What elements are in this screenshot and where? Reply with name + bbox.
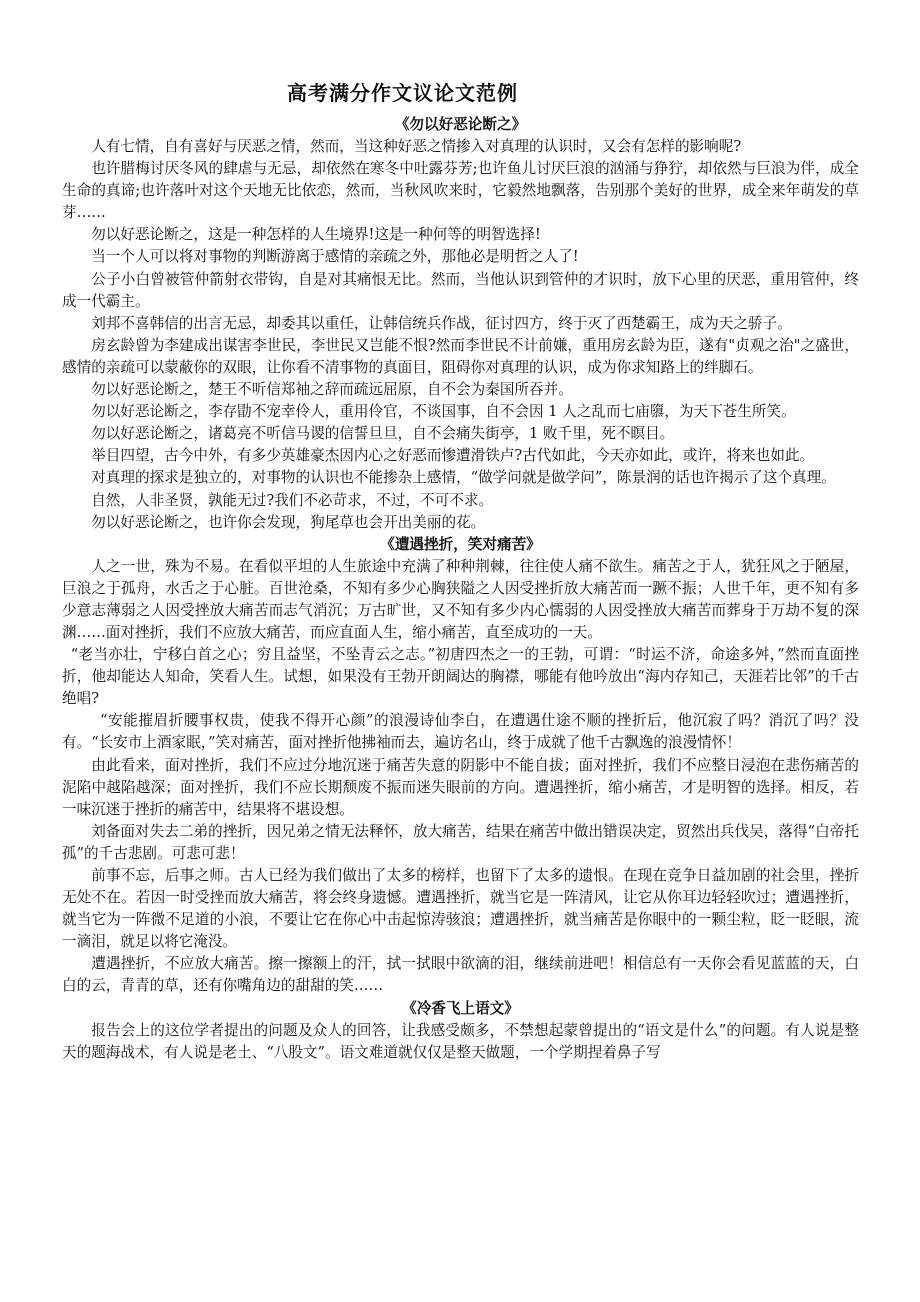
paragraph: 公子小白曾被管仲箭射衣带钩，自是对其痛恨无比。然而，当他认识到管仲的才识时，放下心里的厌恶，重用管仲，终成一代霸主。 bbox=[62, 270, 859, 310]
paragraph: 勿以好恶论断之，诸葛亮不听信马谡的信誓旦旦，自不会痛失街亭，1 败千里，死不瞑目。 bbox=[91, 425, 675, 443]
paragraph: 勿以好恶论断之，也许你会发现，狗尾草也会开出美丽的花。 bbox=[91, 513, 486, 531]
paragraph: 勿以好恶论断之，李存勖不宠幸伶人，重用伶官，不谈国事，自不会因 1 人之乱而七庙隳，为天下苍生所笑。 bbox=[91, 403, 796, 421]
paragraph: 刘邦不喜韩信的出言无忌，却委其以重任，让韩信统兵作战，征讨四方，终于灭了西楚霸王，成为天之骄子。 bbox=[91, 314, 792, 332]
paragraph: 人有七情，自有喜好与厌恶之情，然而，当这种好恶之情掺入对真理的认识时，又会有怎样的影响呢? bbox=[91, 138, 742, 155]
paragraph: 勿以好恶论断之，楚王不听信郑袖之辞而疏远屈原，自不会为秦国所吞并。 bbox=[91, 381, 573, 399]
paragraph: 报告会上的这位学者提出的问题及众人的回答，让我感受颇多，不禁想起蒙曾提出的“语文是什么”的问题。有人说是整天的题海战术，有人说是老土、“八股文”。语文难道就仅仅是整天做题，一个学期捏着鼻子写 bbox=[62, 1021, 859, 1061]
paragraph: 人之一世，殊为不易。在看似平坦的人生旅途中充满了种种荆棘，往往使人痛不欲生。痛苦之于人，犹狂风之于陋屋，巨浪之于孤舟，水舌之于心脏。百世沧桑，不知有多少心胸狭隘之人因受挫折放大痛苦而一蹶不振；人世千年，更不知有多少意志薄弱之人因受挫放大痛苦而志气消沉；万古旷世，又不知有多少内心懦弱的人因受挫放大痛苦而葬身于万劫不复的深渊……面对挫折，我们不应放大痛苦，而应直面人生，缩小痛苦，直至成功的一天。 bbox=[62, 557, 859, 641]
document-page bbox=[62, 78, 859, 1064]
essay-title: 《勿以好恶论断之》 bbox=[394, 116, 527, 133]
essay-3 bbox=[62, 998, 859, 1064]
paragraph: 由此看来，面对挫折，我们不应过分地沉迷于痛苦失意的阴影中不能自拔；面对挫折，我们不应整日浸泡在悲伤痛苦的泥陷中越陷越深；面对挫折，我们不应长期颓废不振而迷失眼前的方向。遭遇挫折，缩小痛苦，才是明智的选择。相反，若一味沉迷于挫折的痛苦中，结果将不堪设想。 bbox=[62, 756, 859, 818]
paragraph: 对真理的探求是独立的，对事物的认识也不能掺杂上感情，“做学问就是做学问”，陈景润的话也许揭示了这个真理。 bbox=[91, 469, 836, 487]
paragraph: 房玄龄曾为李建成出谋害李世民，李世民又岂能不恨?然而李世民不计前嫌，重用房玄龄为臣，遂有"贞观之治"之盛世，感情的亲疏可以蒙蔽你的双眼，让你看不清事物的真面目，阻碍你对真理的认识，成为你求知路上的绊脚石。 bbox=[62, 336, 859, 376]
paragraph: 当一个人可以将对事物的判断游离于感情的亲疏之外，那他必是明哲之人了! bbox=[91, 248, 579, 266]
paragraph: 遭遇挫折，不应放大痛苦。擦一擦额上的汗，拭一拭眼中欲滴的泪，继续前进吧！相信总有一天你会看见蓝蓝的天，白白的云，青青的草，还有你嘴角边的甜甜的笑…… bbox=[62, 955, 859, 995]
paragraph: 刘备面对失去二弟的挫折，因兄弟之情无法释怀，放大痛苦，结果在痛苦中做出错误决定，贸然出兵伐吴，落得“白帝托孤”的千古悲剧。可悲可悲！ bbox=[62, 822, 859, 862]
paragraph: “老当亦壮，宁移白首之心；穷且益坚，不坠青云之志。”初唐四杰之一的王勃，可谓：“时运不济，命途多舛，”然而直面挫折，他却能达人知命，笑看人生。试想，如果没有王勃开朗阔达的胸襟，哪能有他吟放出“海内存知己，天涯若比邻”的千古绝唱? bbox=[62, 646, 859, 708]
essay-title: 《冷香飞上语文》 bbox=[402, 999, 519, 1017]
essay-2 bbox=[62, 534, 859, 998]
paragraph: 也许腊梅讨厌冬风的肆虐与无忌，却依然在寒冬中吐露芬芳;也许鱼儿讨厌巨浪的汹涌与狰狞，却依然与巨浪为伴，成全生命的真谛;也许落叶对这个天地无比依恋，然而，当秋风吹来时，它毅然地飘落，告别那个美好的世界，成全来年萌发的草芽…… bbox=[62, 160, 859, 222]
paragraph: 勿以好恶论断之，这是一种怎样的人生境界!这是一种何等的明智选择! bbox=[91, 226, 541, 244]
paragraph: 举目四望，古今中外，有多少英雄豪杰因内心之好恶而惨遭滑铁卢?古代如此，今天亦如此，或许，将来也如此。 bbox=[91, 447, 815, 465]
paragraph: 前事不忘，后事之师。古人已经为我们做出了太多的榜样，也留下了太多的遗恨。在现在竞争日益加剧的社会里，挫折无处不在。若因一时受挫而放大痛苦，将会终身遗憾。遭遇挫折，就当它是一阵清风，让它从你耳边轻轻吹过；遭遇挫折，就当它为一阵微不足道的小浪，不要让它在你心中击起惊涛骇浪；遭遇挫折，就当痛苦是你眼中的一颗尘粒，眨一眨眼，流一滴泪，就足以将它淹没。 bbox=[62, 867, 859, 951]
document-title: 高考满分作文议论文范例 bbox=[287, 81, 518, 105]
paragraph: 自然，人非圣贤，孰能无过?我们不必苛求，不过，不可不求。 bbox=[91, 491, 494, 509]
essay-title: 《遭遇挫折，笑对痛苦》 bbox=[380, 535, 541, 553]
essay-1 bbox=[62, 114, 859, 534]
paragraph: “安能摧眉折腰事权贵，使我不得开心颜”的浪漫诗仙李白，在遭遇仕途不顺的挫折后，他沉寂了吗？消沉了吗？没有。“长安市上酒家眠，”笑对痛苦，面对挫折他拂袖而去，遍访名山，终于成就了他千古飘逸的浪漫情怀！ bbox=[62, 712, 859, 752]
